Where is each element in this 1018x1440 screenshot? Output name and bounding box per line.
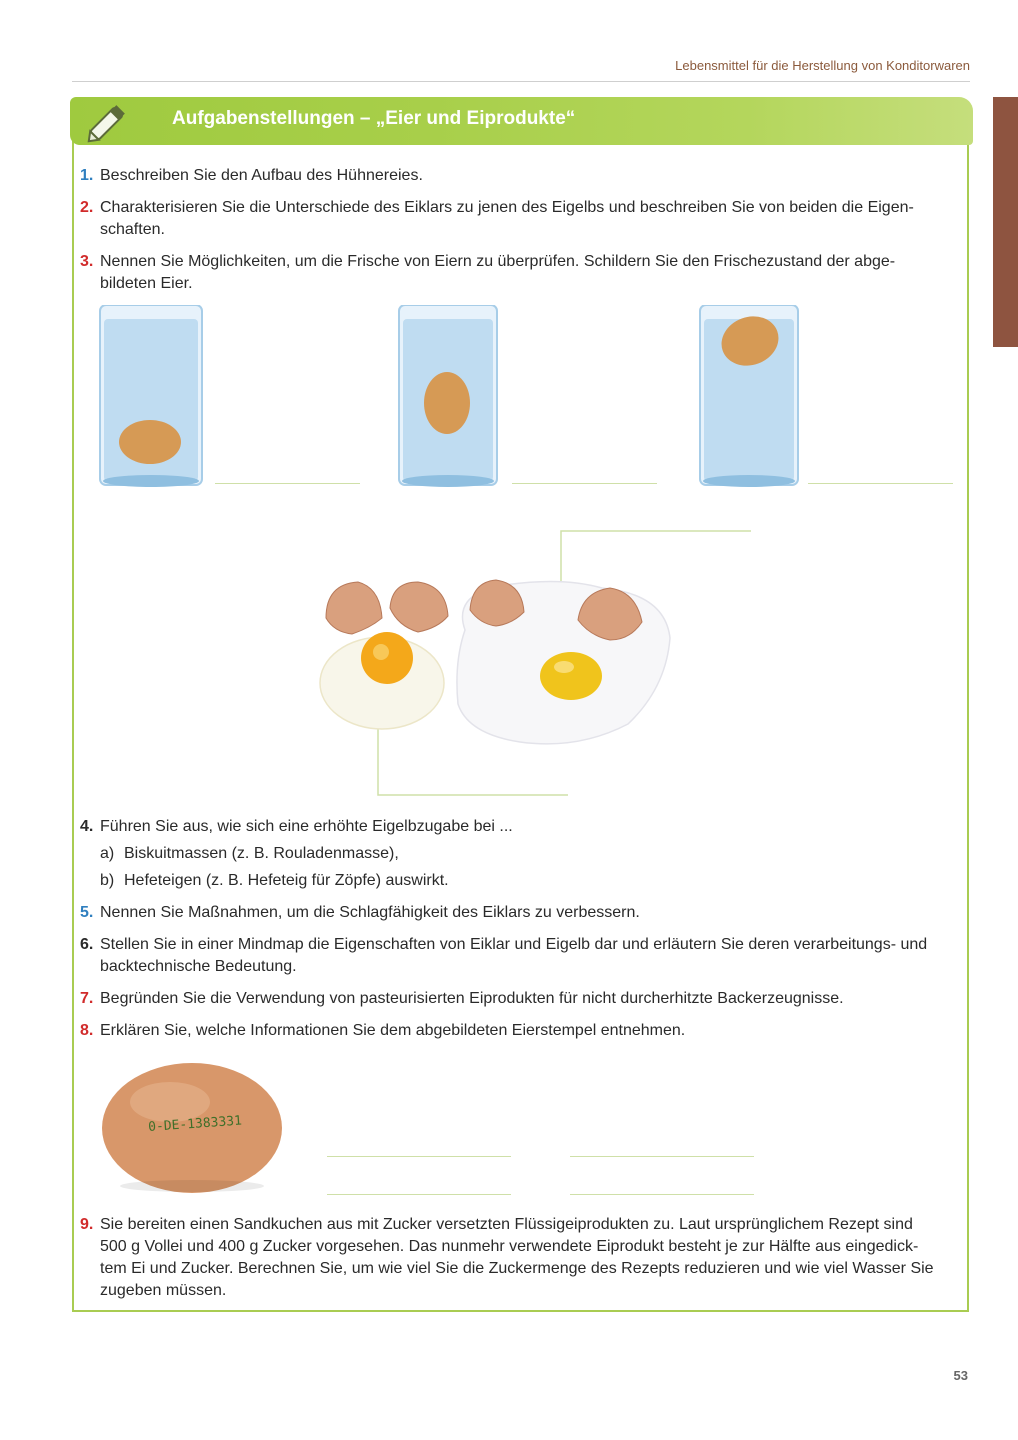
subitem-label: b): [100, 872, 115, 889]
task-text-line: Charakterisieren Sie die Unterschiede des Eiklars zu jenen des Eigelbs und beschreiben Sie von beiden die Eigen-: [100, 199, 914, 216]
egg-stamp-code: 0-DE-1383331: [147, 1113, 243, 1136]
answer-line: [327, 1156, 511, 1157]
answer-line: [327, 1194, 511, 1195]
glass-egg-sunk: [98, 305, 204, 487]
task-text-line: Stellen Sie in einer Mindmap die Eigenschaften von Eiklar und Eigelb dar und erläutern Sie deren verarbeitungs- und: [100, 936, 928, 953]
chapter-tab: [993, 97, 1018, 347]
glass-egg-upright: [397, 305, 499, 487]
task-text: Führen Sie aus, wie sich eine erhöhte Eigelbzugabe bei ...: [100, 818, 513, 835]
subitem-label: a): [100, 845, 115, 862]
task-number: 5.: [80, 904, 94, 921]
task-text: Erklären Sie, welche Informationen Sie dem abgebildeten Eierstempel entnehmen.: [100, 1022, 686, 1039]
answer-line: [512, 483, 657, 484]
task-text-line: zugeben müssen.: [100, 1282, 227, 1299]
task-text-line: bildeten Eier.: [100, 275, 193, 292]
yolk-older: [540, 652, 602, 700]
stamped-egg-image: [98, 1058, 290, 1198]
task-text-line: 500 g Vollei und 400 g Zucker vorgesehen. Das nunmehr verwendete Eiprodukt besteht je zur Hälfte aus eingedick-: [100, 1238, 919, 1255]
task-4: [80, 816, 960, 838]
subitem-text: Biskuitmassen (z. B. Rouladenmasse),: [124, 845, 399, 862]
task-number: 6.: [80, 936, 94, 953]
yolk-fresh: [361, 632, 413, 684]
task-4-subitem-b: [100, 870, 449, 892]
subitem-text: Hefeteigen (z. B. Hefeteig für Zöpfe) auswirkt.: [124, 872, 449, 889]
egg-icon: [424, 372, 470, 434]
task-text-line: Sie bereiten einen Sandkuchen aus mit Zucker versetzten Flüssigeiprodukten zu. Laut ursprünglichem Rezept sind: [100, 1216, 913, 1233]
answer-line: [215, 483, 360, 484]
eggshell-icon: [326, 582, 382, 634]
pencil-icon: [80, 94, 140, 146]
task-text-line: Nennen Sie Möglichkeiten, um die Frische von Eiern zu überprüfen. Schildern Sie den Frischezustand der abge-: [100, 253, 896, 270]
egg-icon: [119, 420, 181, 464]
header-divider: [72, 81, 970, 82]
task-number: 3.: [80, 253, 94, 270]
running-header: Lebensmittel für die Herstellung von Konditorwaren: [675, 58, 970, 73]
task-text: Begründen Sie die Verwendung von pasteurisierten Eiprodukten für nicht durcherhitzte Backerzeugnisse.: [100, 990, 844, 1007]
answer-line: [570, 1156, 754, 1157]
task-number: 8.: [80, 1022, 94, 1039]
task-text-line: backtechnische Bedeutung.: [100, 958, 297, 975]
page-number: 53: [953, 1368, 968, 1383]
eggshell-icon: [390, 582, 448, 632]
answer-line: [808, 483, 953, 484]
page-title: Aufgabenstellungen – „Eier und Eiprodukte“: [172, 108, 576, 129]
task-2: [80, 197, 960, 241]
task-number: 1.: [80, 167, 94, 184]
task-9: [80, 1214, 960, 1302]
task-3: [80, 251, 960, 295]
task-6: [80, 934, 960, 978]
task-text-line: schaften.: [100, 221, 165, 238]
task-5: [80, 902, 960, 924]
task-1: [80, 165, 960, 187]
task-text: Beschreiben Sie den Aufbau des Hühnereies.: [100, 167, 423, 184]
task-text: Nennen Sie Maßnahmen, um die Schlagfähigkeit des Eiklars zu verbessern.: [100, 904, 640, 921]
task-number: 9.: [80, 1216, 94, 1233]
task-text-line: tem Ei und Zucker. Berechnen Sie, um wie viel Sie die Zuckermenge des Rezepts reduzieren und wie viel Wasser Sie: [100, 1260, 934, 1277]
task-number: 7.: [80, 990, 94, 1007]
task-8: [80, 1020, 960, 1042]
task-number: 2.: [80, 199, 94, 216]
task-4-subitem-a: [100, 843, 399, 865]
answer-line: [570, 1194, 754, 1195]
task-7: [80, 988, 960, 1010]
cracked-eggs-image: [310, 528, 760, 800]
glass-egg-floating: [698, 305, 800, 487]
task-number: 4.: [80, 818, 94, 835]
